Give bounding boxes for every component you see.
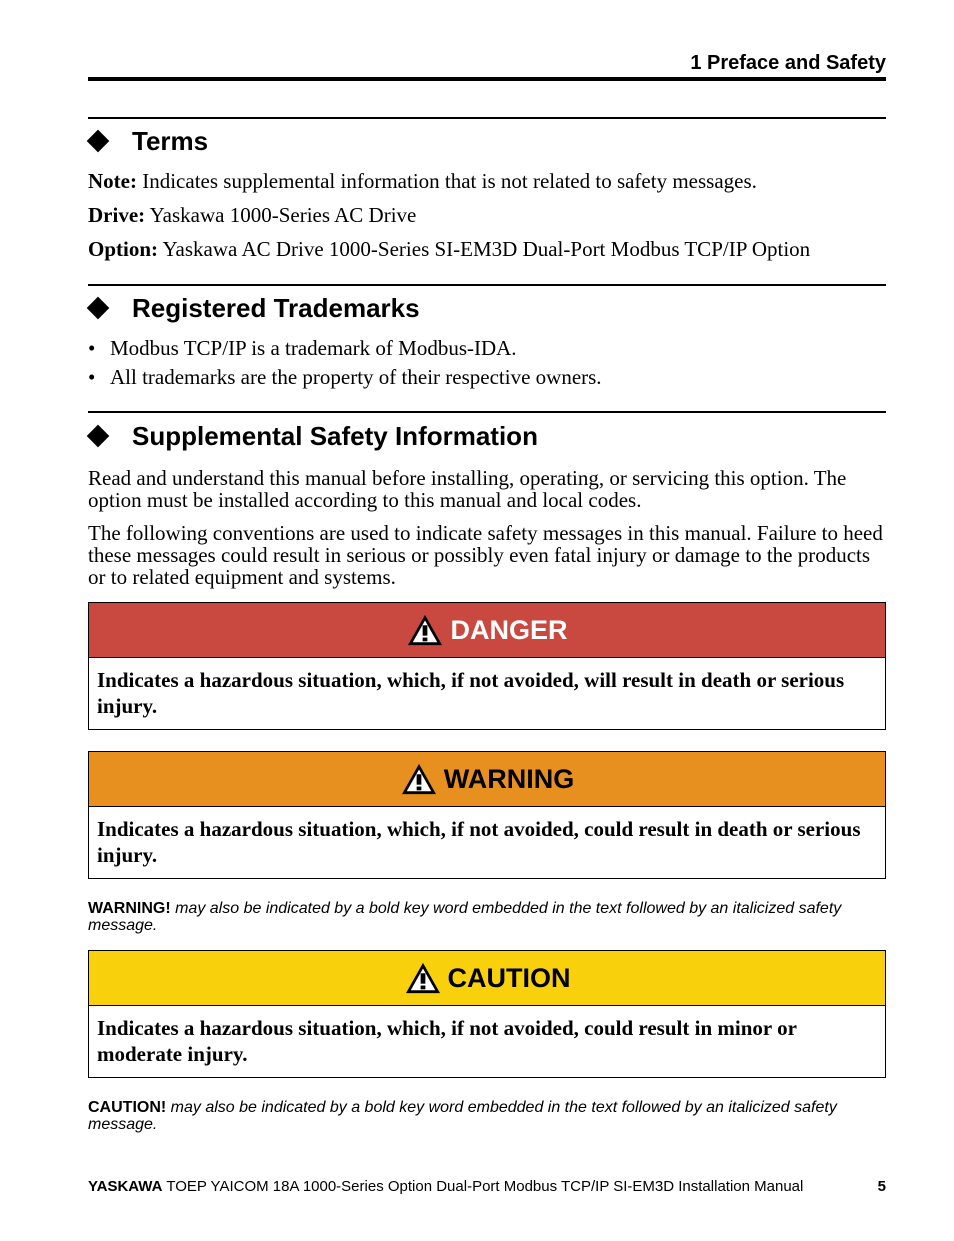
note-keyword: CAUTION! [88,1099,167,1116]
section-safety [88,411,886,459]
warning-triangle-icon [404,961,442,995]
note-keyword: WARNING! [88,900,171,917]
note-text: may also be indicated by a bold key word embedded in the text followed by an italicized safety message. [88,900,842,934]
section-heading [88,413,886,459]
warning-note [88,900,886,934]
chapter-title: 1 Preface and Safety [690,52,886,74]
warning-header [89,752,885,807]
caution-label: CAUTION [447,962,571,993]
diamond-icon [87,425,110,448]
header-rule [88,77,886,81]
list-item: • Modbus TCP/IP is a trademark of Modbus-IDA. [88,334,602,363]
caution-box [88,950,886,1078]
caution-note [88,1099,886,1133]
section-title-safety: Supplemental Safety Information [132,420,538,451]
warning-triangle-icon [406,613,444,647]
footer-doc: TOEP YAICOM 18A 1000-Series Option Dual-Port Modbus TCP/IP SI-EM3D Installation Manual [162,1178,804,1195]
warning-triangle-icon [400,762,438,796]
list-item: • All trademarks are the property of their respective owners. [88,363,602,392]
section-title-terms: Terms [132,125,209,156]
danger-label: DANGER [450,614,568,645]
section-terms [88,117,886,163]
page-number: 5 [877,1178,886,1195]
danger-header [89,603,885,658]
term-definition: Yaskawa 1000-Series AC Drive [145,203,417,227]
caution-text: Indicates a hazardous situation, which, if not avoided, could result in minor or moderate injury. [97,1016,797,1066]
warning-box [88,751,886,879]
warning-text: Indicates a hazardous situation, which, if not avoided, could result in death or serious injury. [97,817,861,867]
term-label: Note: [88,169,137,193]
paragraph: Read and understand this manual before installing, operating, or servicing this option. The option must be installed according to this manual and local codes. [88,466,847,512]
caution-header [89,951,885,1006]
term-definition: Yaskawa AC Drive 1000-Series SI-EM3D Dual-Port Modbus TCP/IP Option [158,237,811,261]
paragraph: The following conventions are used to indicate safety messages in this manual. Failure to heed these messages could result in serious or possibly even fatal injury or damage to the products or to related equipment and systems. [88,521,883,589]
note-text: may also be indicated by a bold key word embedded in the text followed by an italicized safety message. [88,1099,837,1133]
term-label: Option: [88,237,159,261]
footer-brand: YASKAWA [88,1178,163,1195]
section-trademarks [88,284,886,330]
safety-conventions [88,522,886,588]
term-note [88,169,757,194]
section-heading [88,119,886,163]
term-definition: Indicates supplemental information that is not related to safety messages. [136,169,757,193]
page-footer [88,1178,886,1195]
term-drive [88,203,416,228]
footer-doc-title [88,1178,803,1195]
danger-text: Indicates a hazardous situation, which, if not avoided, will result in death or serious injury. [97,668,845,718]
term-option [88,237,810,262]
diamond-icon [87,130,110,153]
diamond-icon [87,297,110,320]
warning-label: WARNING [443,763,575,794]
danger-box [88,602,886,730]
section-heading [88,286,886,330]
trademark-list [88,334,602,392]
section-title-trademarks: Registered Trademarks [132,292,420,323]
term-label: Drive: [88,203,146,227]
safety-intro [88,467,886,511]
